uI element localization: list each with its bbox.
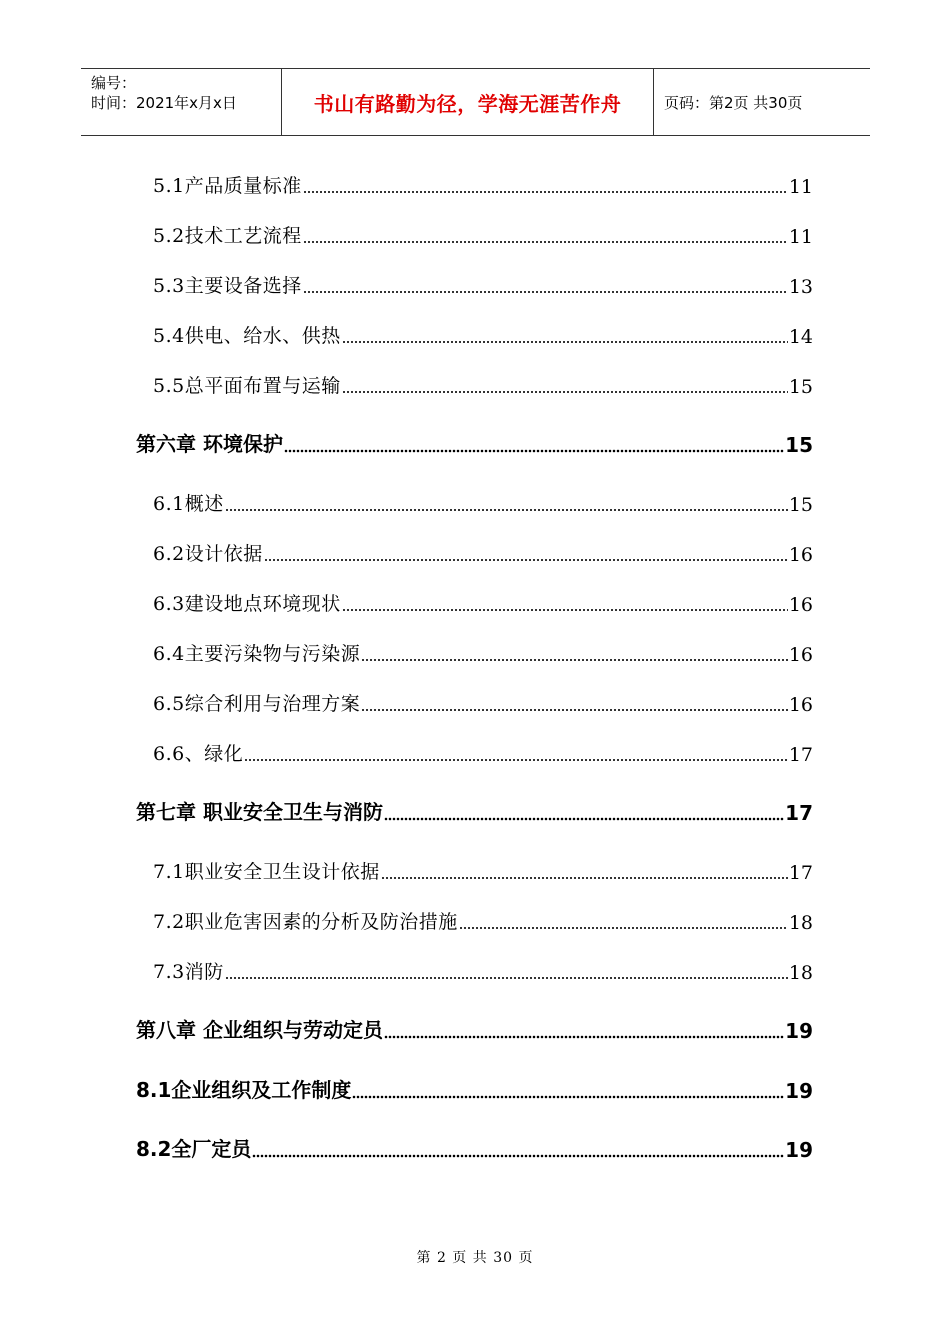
toc-entry-page: 18: [788, 912, 813, 934]
toc-entry[interactable]: [0, 799, 950, 825]
toc-entry[interactable]: [0, 690, 950, 716]
toc-entry-page: 16: [788, 544, 813, 566]
dot-leader: [459, 910, 788, 930]
toc-entry[interactable]: [0, 858, 950, 884]
dot-leader: [284, 433, 784, 453]
toc-entry-label: 8.2全厂定员: [136, 1137, 252, 1161]
toc-entry-page: 16: [788, 694, 813, 716]
toc-entry-label: 7.3消防: [153, 961, 224, 983]
dot-leader: [381, 860, 788, 880]
toc-entry[interactable]: [0, 1077, 950, 1103]
toc-entry[interactable]: [0, 172, 950, 198]
header-meta: [81, 69, 282, 135]
toc-entry-label: 6.4主要污染物与污染源: [153, 643, 361, 665]
toc-entry-label: 6.5综合利用与治理方案: [153, 693, 361, 715]
toc-entry-label: 5.4供电、给水、供热: [153, 325, 341, 347]
toc-entry[interactable]: [0, 1136, 950, 1162]
header-motto: 书山有路勤为径，学海无涯苦作舟: [282, 69, 654, 135]
dot-leader: [384, 801, 784, 821]
dot-leader: [361, 642, 788, 662]
toc-entry-label: 6.1概述: [153, 493, 224, 515]
toc-entry[interactable]: [0, 958, 950, 984]
toc-entry-label: 第七章 职业安全卫生与消防: [136, 800, 383, 824]
dot-leader: [342, 592, 788, 612]
toc-entry[interactable]: [0, 372, 950, 398]
toc-entry-page: 18: [788, 962, 813, 984]
toc-entry-label: 5.2技术工艺流程: [153, 225, 302, 247]
toc-entry-label: 5.3主要设备选择: [153, 275, 302, 297]
toc-entry-page: 17: [788, 862, 813, 884]
dot-leader: [252, 1138, 784, 1158]
toc-entry-label: 7.2职业危害因素的分析及防治措施: [153, 911, 458, 933]
toc-entry-label: 6.3建设地点环境现状: [153, 593, 341, 615]
toc-entry-page: 15: [788, 494, 813, 516]
dot-leader: [342, 374, 788, 394]
toc-entry-label: 5.1产品质量标准: [153, 175, 302, 197]
toc-entry-label: 8.1企业组织及工作制度: [136, 1078, 352, 1102]
dot-leader: [303, 224, 788, 244]
dot-leader: [352, 1079, 784, 1099]
toc-entry-page: 19: [785, 1138, 813, 1162]
toc-entry[interactable]: [0, 740, 950, 766]
toc-entry-page: 13: [788, 276, 813, 298]
toc-entry-page: 17: [788, 744, 813, 766]
dot-leader: [384, 1019, 784, 1039]
toc-entry-page: 19: [785, 1019, 813, 1043]
dot-leader: [244, 742, 788, 762]
toc-entry[interactable]: [0, 322, 950, 348]
toc-entry-label: 5.5总平面布置与运输: [153, 375, 341, 397]
toc-entry-page: 11: [788, 176, 813, 198]
dot-leader: [342, 324, 788, 344]
toc-entry-label: 第六章 环境保护: [136, 432, 283, 456]
number-label: 编号：: [91, 74, 137, 92]
toc-entry-page: 16: [788, 594, 813, 616]
toc-entry[interactable]: [0, 590, 950, 616]
toc-entry-page: 11: [788, 226, 813, 248]
dot-leader: [264, 542, 788, 562]
toc-entry[interactable]: [0, 222, 950, 248]
toc-entry[interactable]: [0, 272, 950, 298]
toc-entry[interactable]: [0, 908, 950, 934]
page-footer: 第 2 页 共 30 页: [416, 1250, 534, 1266]
toc-entry[interactable]: [0, 490, 950, 516]
toc-entry-page: 15: [788, 376, 813, 398]
toc-entry-page: 17: [785, 801, 813, 825]
toc-entry[interactable]: [0, 540, 950, 566]
toc-entry-page: 19: [785, 1079, 813, 1103]
dot-leader: [303, 174, 788, 194]
page-header: [81, 68, 870, 136]
toc-entry[interactable]: [0, 431, 950, 457]
toc-entry[interactable]: [0, 1017, 950, 1043]
toc-entry-page: 16: [788, 644, 813, 666]
toc-entry[interactable]: [0, 640, 950, 666]
toc-entry-label: 第八章 企业组织与劳动定员: [136, 1018, 383, 1042]
dot-leader: [225, 492, 788, 512]
toc-entry-label: 6.6、绿化: [153, 743, 244, 765]
date-label: 时间：2021年x月x日: [91, 94, 237, 112]
dot-leader: [361, 692, 788, 712]
dot-leader: [225, 960, 788, 980]
toc-entry-label: 7.1职业安全卫生设计依据: [153, 861, 380, 883]
header-page-info: 页码：第2页 共30页: [664, 93, 803, 112]
dot-leader: [303, 274, 788, 294]
toc-entry-page: 14: [788, 326, 813, 348]
toc-entry-label: 6.2设计依据: [153, 543, 263, 565]
toc-entry-page: 15: [785, 433, 813, 457]
